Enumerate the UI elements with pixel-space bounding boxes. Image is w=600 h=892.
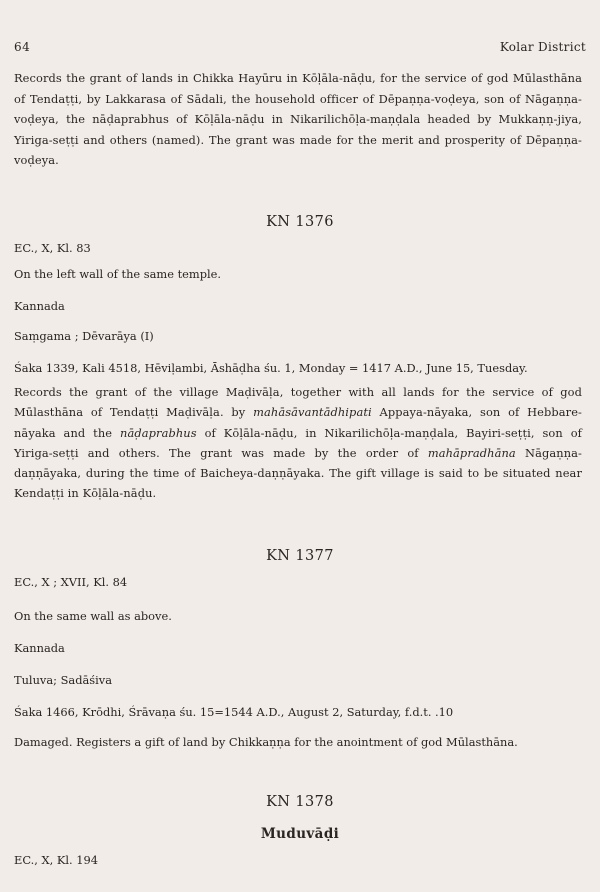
running-title: Kolar District bbox=[499, 40, 586, 54]
text-segment: Appaya-nāyaka, son of Hebbare-nāyaka and the bbox=[14, 405, 582, 440]
entry-date: Śaka 1339, Kali 4518, Hēviḷambi, Āshāḍha śu. 1, Monday = 1417 A.D., June 15, Tuesday. bbox=[14, 361, 528, 375]
intro-paragraph: Records the grant of lands in Chikka Hayūru in Kōḷāla-nāḍu, for the service of god Mūlasthāna of Tendaṭṭi, by Lakkarasa of Sādali, the household officer of Dēpaṇṇa-voḍeya, son of Nāgaṇṇa-voḍeya, the nāḍaprabhus of Kōḷāla-nāḍu in Nikarilichōḷa-maṇḍala headed by Mukkaṇṇ-jiya, Yiriga-seṭṭi and others (named). The grant was made for the merit and prosperity of Dēpaṇṇa-voḍeya. bbox=[14, 71, 582, 167]
entry-number-kn1377: KN 1377 bbox=[266, 548, 334, 564]
entry-place: Muduvāḍi bbox=[260, 826, 340, 842]
italic-term: mahāpradhāna bbox=[427, 445, 516, 460]
entry-location: On the left wall of the same temple. bbox=[14, 267, 222, 281]
entry-number-kn1378: KN 1378 bbox=[266, 794, 334, 810]
entry-date: Śaka 1466, Krōdhi, Śrāvaṇa śu. 15=1544 A.D., August 2, Saturday, f.d.t. .10 bbox=[14, 705, 454, 719]
entry-dynasty: Saṃgama ; Dēvarāya (I) bbox=[14, 329, 154, 343]
entry-language: Kannada bbox=[14, 299, 65, 313]
italic-term: mahāsāvantādhipati bbox=[253, 405, 372, 420]
entry-location: On the same wall as above. bbox=[14, 609, 172, 623]
entry-reference: EC., X, Kl. 194 bbox=[14, 853, 98, 867]
text-segment: of Kōḷāla-nāḍu, in Nikarilichōḷa-maṇḍala, Bayiri-seṭṭi, son of Yiriga-seṭṭi and others. The grant was made by the order of bbox=[14, 425, 582, 460]
entry-language: Kannada bbox=[14, 641, 65, 655]
entry-dynasty: Tuluva; Sadāśiva bbox=[14, 673, 112, 687]
italic-term: nāḍaprabhus bbox=[120, 425, 197, 440]
entry-reference: EC., X, Kl. 83 bbox=[14, 241, 91, 255]
entry-reference: EC., X ; XVII, Kl. 84 bbox=[14, 575, 128, 589]
entry-number-kn1376: KN 1376 bbox=[266, 214, 334, 230]
text-segment: Nāgaṇṇa-daṇṇāyaka, during the time of Baicheya-daṇṇāyaka. The gift village is said to be situated near Kendaṭṭi in Kōḷāla-nāḍu. bbox=[14, 445, 582, 501]
text-segment: Records the grant of the village Maḍivāḷa, together with all lands for the service of god Mūlasthāna of Tendaṭṭi Maḍivāḷa. by bbox=[14, 385, 582, 420]
entry-text-kn1376 bbox=[14, 382, 582, 504]
entry-text-kn1377: Damaged. Registers a gift of land by Chikkaṇṇa for the anointment of god Mūlasthāna. bbox=[14, 735, 518, 749]
page-number: 64 bbox=[14, 40, 31, 54]
